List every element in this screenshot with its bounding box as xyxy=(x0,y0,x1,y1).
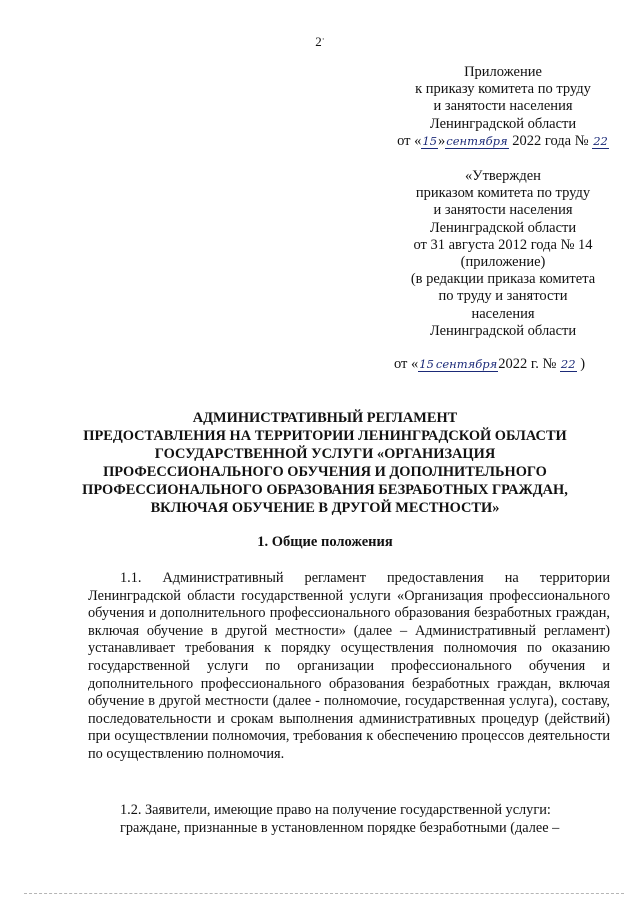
paragraph-1-1: 1.1. Административный регламент предоставления на территории Ленинградской области государственной услуги «Организация профессионального обучения и дополнительного профессионального образования безработных граждан, включая обучение в другой местности» (далее – Административный регламент) устанавливает требования к порядку осуществления полномочия по оказанию государственной услуги по организации профессионального обучения и дополнительного профессионального образования безработных граждан, включая обучение в другой местности (далее - полномочие, государственная услуга), составу, последовательности и срокам выполнения административных процедур (действий) при осуществлении полномочия, требования к обеспечению процессов деятельности по осуществлению полномочия. xyxy=(88,570,610,762)
section-heading: 1. Общие положения xyxy=(257,534,393,550)
appendix-line: и занятости населения xyxy=(433,98,573,115)
approved-line: по труду и занятости xyxy=(438,288,568,305)
handwritten-day: 15 xyxy=(419,357,434,371)
page-bottom-divider xyxy=(24,893,624,894)
handwritten-number: 22 xyxy=(593,133,608,148)
approved-line: приказом комитета по труду xyxy=(415,185,591,202)
title-line: ПРОФЕССИОНАЛЬНОГО ОБУЧЕНИЯ И ДОПОЛНИТЕЛЬНОГО xyxy=(103,464,547,480)
appendix-line: Приложение xyxy=(464,64,542,80)
title-line: ГОСУДАРСТВЕННОЙ УСЛУГИ «ОРГАНИЗАЦИЯ xyxy=(154,446,496,462)
approved-line: (в редакции приказа комитета xyxy=(410,271,596,288)
approved-line: Ленинградской области xyxy=(429,219,577,236)
edition-date-line: от «15 сентября2022 г. № 22 ) xyxy=(394,356,586,372)
page-number: 2· xyxy=(315,34,325,49)
approved-line: населения xyxy=(471,305,535,322)
appendix-date-line: от «15»сентября 2022 года № 22 xyxy=(397,132,608,149)
appendix-line: Ленинградской области xyxy=(429,115,577,132)
handwritten-month: сентября xyxy=(435,357,498,371)
paragraph-1-2: 1.2. Заявители, имеющие право на получение государственной услуги: xyxy=(120,802,551,818)
appendix-block xyxy=(388,64,618,150)
handwritten-day: 15 xyxy=(422,133,438,148)
approved-line: от 31 августа 2012 года № 14 xyxy=(413,236,593,253)
appendix-line: к приказу комитета по труду xyxy=(415,81,591,98)
title-line: АДМИНИСТРАТИВНЫЙ РЕГЛАМЕНТ xyxy=(192,410,458,426)
title-line: ПРЕДОСТАВЛЕНИЯ НА ТЕРРИТОРИИ ЛЕНИНГРАДСКОЙ ОБЛАСТИ xyxy=(83,428,567,444)
approved-line: и занятости населения xyxy=(433,202,573,219)
title-line: ВКЛЮЧАЯ ОБУЧЕНИЕ В ДРУГОЙ МЕСТНОСТИ» xyxy=(150,500,500,516)
approved-block xyxy=(388,168,618,340)
handwritten-number: 22 xyxy=(560,357,576,371)
handwritten-month: сентября xyxy=(446,133,508,148)
approved-line: Ленинградской области xyxy=(429,322,577,339)
paragraph-applicants: граждане, признанные в установленном порядке безработными (далее – xyxy=(120,820,560,836)
document-title xyxy=(40,409,610,517)
approved-line: «Утвержден xyxy=(465,168,541,184)
title-line: ПРОФЕССИОНАЛЬНОГО ОБРАЗОВАНИЯ БЕЗРАБОТНЫХ ГРАЖДАН, xyxy=(82,482,568,498)
approved-line: (приложение) xyxy=(460,254,546,271)
